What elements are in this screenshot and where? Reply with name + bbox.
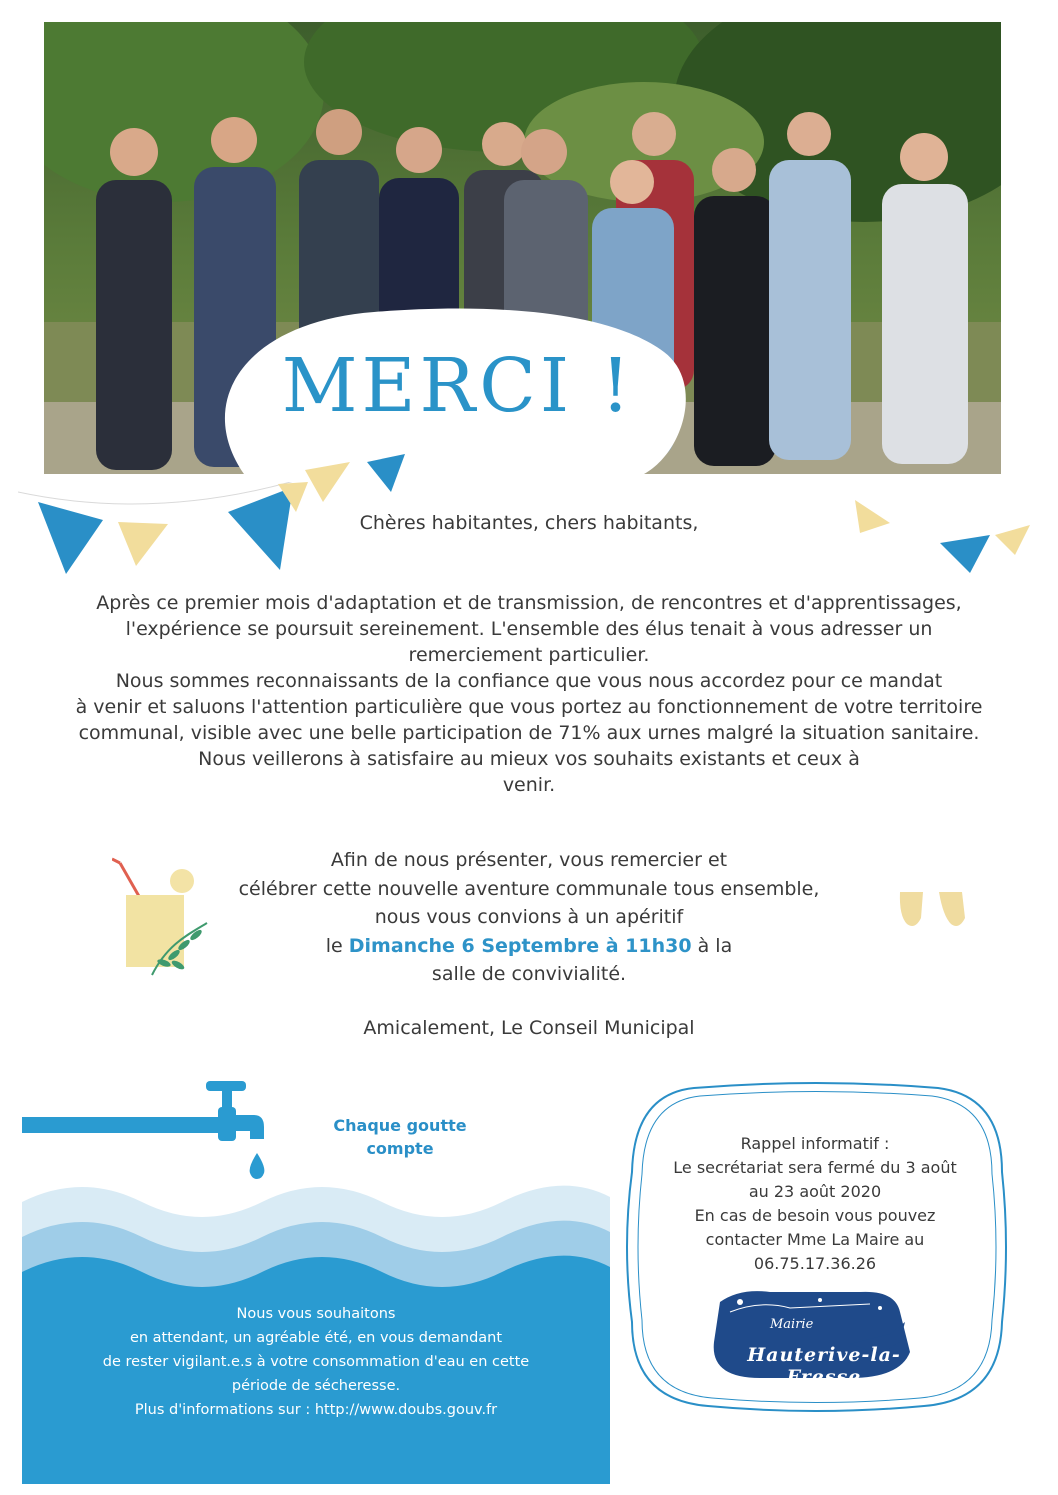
reminder-line: Le secrétariat sera fermé du 3 août [673, 1158, 957, 1177]
signature: Amicalement, Le Conseil Municipal [363, 1017, 695, 1039]
merci-title: MERCI ! [281, 343, 635, 429]
water-slogan-line: compte [366, 1139, 434, 1158]
body-line: à venir et saluons l'attention particulière que vous portez au fonctionnement de votre territoire [75, 696, 983, 718]
body-line: l'expérience se poursuit sereinement. L'ensemble des élus tenait à vous adresser un [125, 618, 933, 640]
invite-line: nous vous convions à un apéritif [374, 906, 684, 928]
invite-post: à la [691, 934, 733, 957]
body-line: Après ce premier mois d'adaptation et de transmission, de rencontres et d'apprentissages, [96, 592, 962, 614]
reminder-line: En cas de besoin vous pouvez [694, 1206, 936, 1225]
reminder-line: au 23 août 2020 [748, 1182, 882, 1201]
bunting-right-icon [850, 495, 1040, 585]
water-message [22, 1302, 610, 1422]
body-line: communal, visible avec une belle participation de 71% aux urnes malgré la situation sanitaire. [78, 722, 980, 744]
water-line: Plus d'informations sur : http://www.doubs.gouv.fr [134, 1402, 498, 1418]
body-line: Nous sommes reconnaissants de la confiance que vous nous accordez pour ce mandat [115, 670, 943, 692]
invite-line: célébrer cette nouvelle aventure communale tous ensemble, [238, 877, 820, 900]
reminder-message [640, 1132, 990, 1276]
greeting: Chères habitantes, chers habitants, [359, 512, 699, 534]
invite-line: salle de convivialité. [431, 963, 627, 985]
reminder-line: contacter Mme La Maire au [705, 1230, 925, 1249]
event-date: Dimanche 6 Septembre à 11h30 [348, 934, 692, 957]
body-line: Nous veillerons à satisfaire au mieux vos souhaits existants et ceux à [198, 748, 860, 770]
body-line: venir. [502, 774, 556, 796]
quote-marks-icon [895, 888, 975, 933]
water-line: Nous vous souhaitons [236, 1306, 396, 1322]
bunting-left-icon [18, 482, 308, 602]
water-line: de rester vigilant.e.s à votre consommation d'eau en cette [102, 1354, 530, 1370]
logo-town-text: Hauterive-la-Fresse [747, 1344, 901, 1388]
reminder-line: 06.75.17.36.26 [753, 1254, 877, 1273]
bunting-top-icon [295, 452, 415, 507]
water-line: en attendant, un agréable été, en vous demandant [129, 1330, 503, 1346]
invite-line [0, 932, 1058, 961]
invite-pre: le [325, 934, 349, 957]
faucet-icon [22, 1075, 282, 1185]
water-slogan-line: Chaque goutte [333, 1116, 467, 1135]
water-slogan [320, 1114, 480, 1160]
logo-mairie-text: Mairie [770, 1317, 814, 1332]
body-line: remerciement particulier. [408, 644, 650, 666]
water-line: période de sécheresse. [231, 1378, 401, 1394]
reminder-line: Rappel informatif : [740, 1134, 890, 1153]
letter-body [0, 590, 1058, 798]
invite-line: Afin de nous présenter, vous remercier et [330, 849, 728, 871]
